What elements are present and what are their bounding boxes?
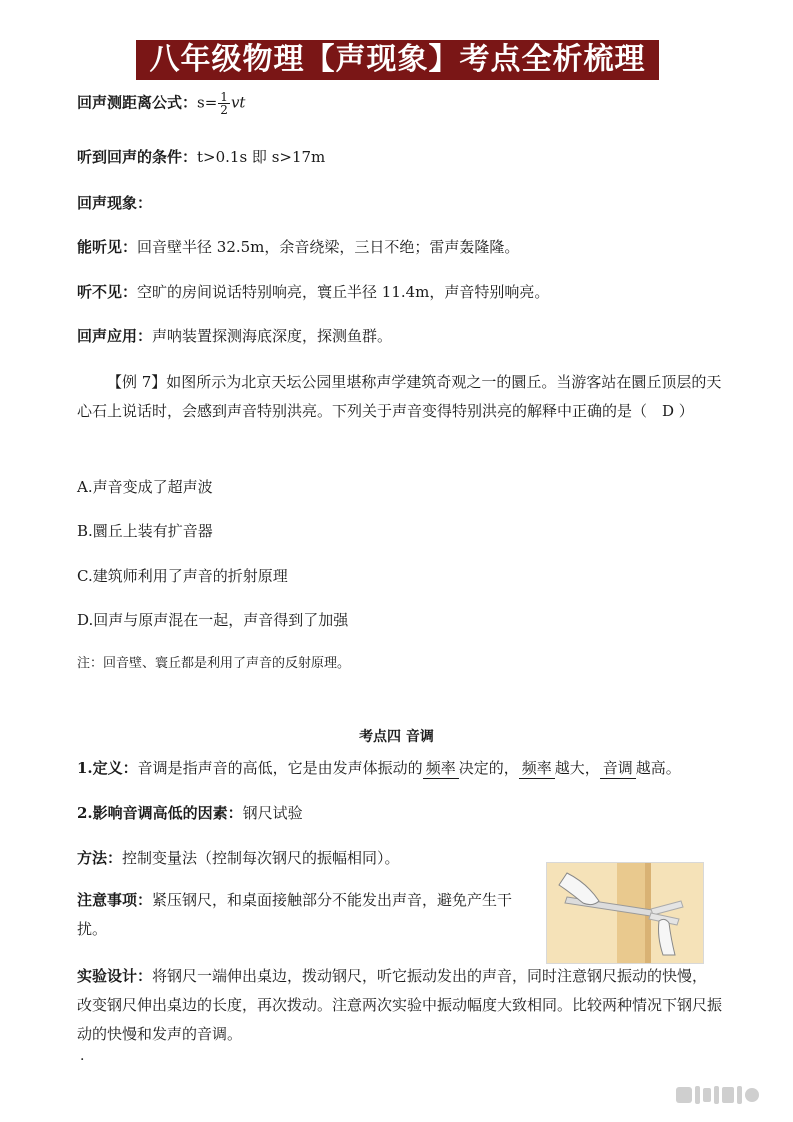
formula-tail: vt [230, 93, 246, 112]
inaudible-line [77, 282, 549, 302]
method-text: 控制变量法（控制每次钢尺的振幅相同）。 [122, 849, 400, 867]
method-line [77, 848, 400, 868]
caution-text: 紧压钢尺，和桌面接触部分不能发出声音，避免产生干扰。 [77, 891, 513, 938]
audible-text: 回音壁半径 32.5m，余音绕梁，三日不绝；雷声轰隆隆。 [137, 238, 520, 256]
factors-label: 2.影响音调高低的因素： [77, 804, 243, 822]
blank-pitch: 音调 [600, 758, 636, 779]
design-paragraph [77, 962, 722, 1049]
echo-formula-label: 回声测距离公式： [77, 93, 198, 112]
echo-formula [77, 91, 245, 116]
method-label: 方法： [77, 849, 123, 867]
option-c: C.建筑师利用了声音的折射原理 [77, 567, 288, 585]
note-text: 注：回音壁、寰丘都是利用了声音的反射原理。 [77, 656, 351, 671]
ruler-experiment-illustration [547, 863, 703, 963]
definition-text-2: 决定的， [458, 759, 519, 777]
fraction-numerator: 1 [220, 90, 228, 104]
trailing-dot: · [80, 1052, 85, 1068]
echo-application-label: 回声应用： [77, 327, 153, 345]
formula-prefix: s= [197, 93, 218, 112]
definition-line [77, 758, 681, 779]
design-label: 实验设计： [77, 967, 153, 985]
audible-line [77, 237, 519, 257]
echo-condition-text: t>0.1s 即 s>17m [197, 148, 326, 166]
blank-frequency-1: 频率 [423, 758, 459, 779]
audible-label: 能听见： [77, 238, 138, 256]
echo-condition [77, 147, 325, 167]
factors-text: 钢尺试验 [242, 804, 303, 822]
echo-application-text: 声呐装置探测海底深度，探测鱼群。 [152, 327, 393, 345]
inaudible-label: 听不见： [77, 283, 138, 301]
watermark-logo [676, 1082, 776, 1108]
blank-frequency-2: 频率 [519, 758, 555, 779]
factors-line [77, 803, 303, 823]
caution-label: 注意事项： [77, 891, 153, 909]
inaudible-text: 空旷的房间说话特别响亮，寰丘半径 11.4m，声音特别响亮。 [137, 283, 550, 301]
example-question: 【例 7】如图所示为北京天坛公园里堪称声学建筑奇观之一的圜丘。当游客站在圜丘顶层的天心石上说话时，会感到声音特别洪亮。下列关于声音变得特别洪亮的解释中正确的是（ D ） [77, 373, 722, 420]
fraction [218, 91, 230, 116]
echo-phenomena-label: 回声现象： [77, 194, 153, 212]
ruler-experiment-image [546, 862, 704, 964]
design-text: 将钢尺一端伸出桌边，拨动钢尺，听它振动发出的声音，同时注意钢尺振动的快慢，改变钢尺伸出桌边的长度，再次拨动。注意两次实验中振动幅度大致相同。比较两种情况下钢尺振动的快慢和发声的音调。 [77, 967, 723, 1043]
echo-application-line [77, 326, 392, 346]
definition-label: 1.定义： [77, 759, 138, 777]
definition-text-3: 越大， [554, 759, 600, 777]
echo-condition-label: 听到回声的条件： [77, 148, 198, 166]
option-d: D.回声与原声混在一起，声音得到了加强 [77, 611, 349, 629]
definition-text-1: 音调是指声音的高低，它是由发声体振动的 [137, 759, 423, 777]
option-a: A.声音变成了超声波 [77, 478, 213, 496]
caution-paragraph [77, 886, 539, 944]
option-b: B.圜丘上装有扩音器 [77, 522, 213, 540]
definition-text-4: 越高。 [635, 759, 681, 777]
fraction-denominator: 2 [220, 103, 228, 117]
page-title: 八年级物理【声现象】考点全析梳理 [136, 40, 659, 80]
section-heading: 考点四 音调 [359, 729, 434, 745]
